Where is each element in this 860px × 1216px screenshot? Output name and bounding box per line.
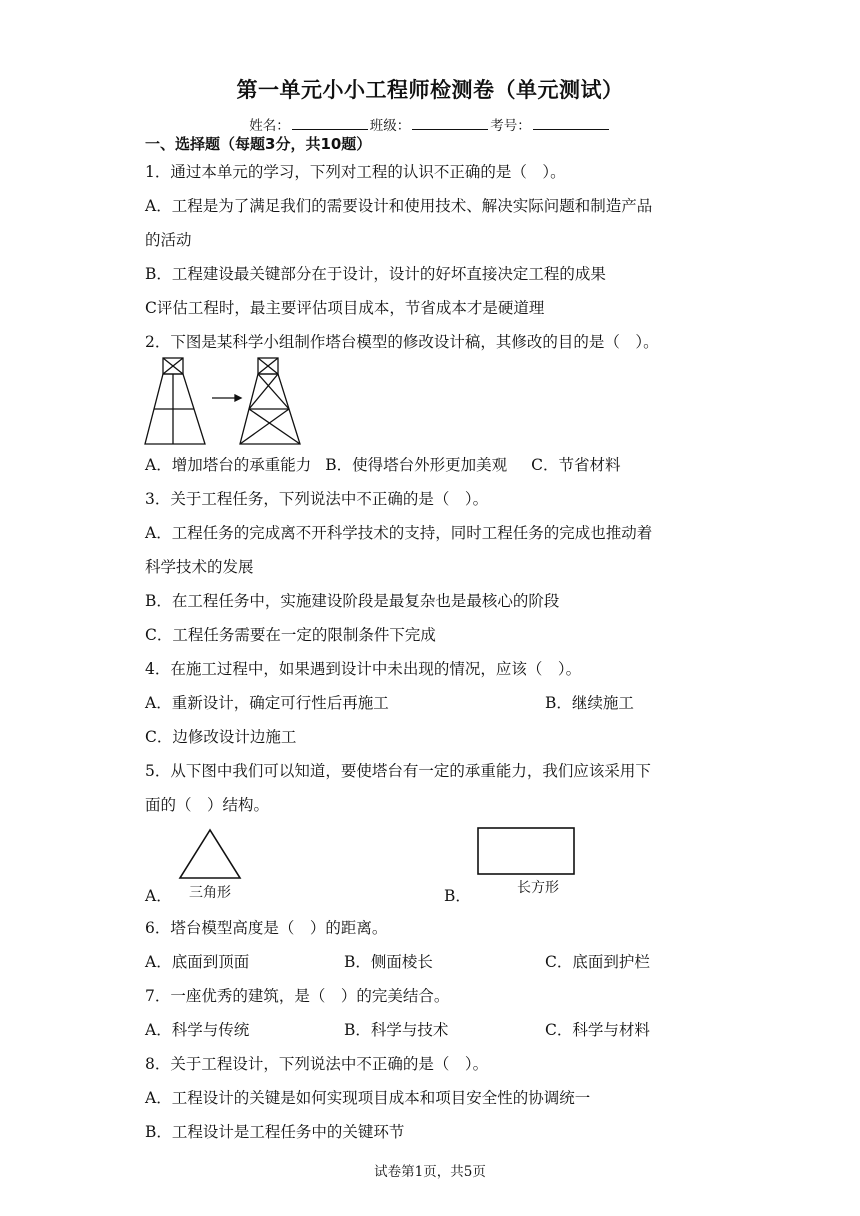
- page-footer: 试卷第1页，共5页: [374, 1164, 486, 1180]
- question-7-stem: 7．一座优秀的建筑，是（ ）的完美结合。: [145, 987, 450, 1005]
- question-5-option-a: A．: [145, 887, 172, 905]
- exam-no-blank[interactable]: [533, 117, 609, 130]
- question-6-option-c: C．底面到护栏: [545, 953, 650, 971]
- question-1-option-c: C评估工程时，最主要评估项目成本，节省成本才是硬道理: [145, 299, 545, 317]
- question-1-option-a-cont: 的活动: [145, 231, 192, 249]
- question-5-stem-line2: 面的（ ）结构。: [145, 796, 270, 814]
- document-title: 第一单元小小工程师检测卷（单元测试）: [236, 78, 624, 102]
- question-5-option-b: B．: [444, 887, 471, 905]
- question-2-stem: 2．下图是某科学小组制作塔台模型的修改设计稿，其修改的目的是（ ）。: [145, 333, 659, 351]
- triangle-label: 三角形: [189, 885, 231, 901]
- question-2-option-b: B．使得塔台外形更加美观: [325, 456, 508, 474]
- student-info-line: [0, 114, 860, 134]
- question-6-option-b: B．侧面棱长: [344, 953, 433, 971]
- name-label: 姓名：: [249, 118, 290, 134]
- triangle-figure: [172, 826, 252, 902]
- question-2-options: [145, 455, 620, 475]
- question-3-stem: 3．关于工程任务，下列说法中不正确的是（ ）。: [145, 490, 489, 508]
- question-7-option-a: A．科学与传统: [145, 1021, 250, 1039]
- question-8-option-a: A．工程设计的关键是如何实现项目成本和项目安全性的协调统一: [145, 1089, 591, 1107]
- question-5-stem-line1: 5．从下图中我们可以知道，要使塔台有一定的承重能力，我们应该采用下: [145, 762, 651, 780]
- question-1-option-a: A．工程是为了满足我们的需要设计和使用技术、解决实际问题和制造产品: [145, 197, 653, 215]
- section-heading: 一、选择题（每题3分，共10题）: [145, 135, 372, 153]
- question-1-option-b: B．工程建设最关键部分在于设计，设计的好坏直接决定工程的成果: [145, 265, 606, 283]
- question-4-stem: 4．在施工过程中，如果遇到设计中未出现的情况，应该（ ）。: [145, 660, 582, 678]
- question-3-option-a-cont: 科学技术的发展: [145, 558, 254, 576]
- question-7-option-c: C．科学与材料: [545, 1021, 650, 1039]
- rectangle-figure: [472, 824, 582, 902]
- question-1-stem: 1．通过本单元的学习，下列对工程的认识不正确的是（ ）。: [145, 163, 566, 181]
- question-7-option-b: B．科学与技术: [344, 1021, 449, 1039]
- name-blank[interactable]: [292, 117, 368, 130]
- question-6-stem: 6．塔台模型高度是（ ）的距离。: [145, 919, 388, 937]
- question-6-option-a: A．底面到顶面: [145, 953, 250, 971]
- class-blank[interactable]: [412, 117, 488, 130]
- question-3-option-a: A．工程任务的完成离不开科学技术的支持，同时工程任务的完成也推动着: [145, 524, 653, 542]
- question-8-option-b: B．工程设计是工程任务中的关键环节: [145, 1123, 405, 1141]
- question-2-option-a: A．增加塔台的承重能力: [145, 456, 312, 474]
- question-4-option-c: C．边修改设计边施工: [145, 728, 297, 746]
- rectangle-label: 长方形: [517, 880, 559, 896]
- question-8-stem: 8．关于工程设计，下列说法中不正确的是（ ）。: [145, 1055, 489, 1073]
- question-3-option-c: C．工程任务需要在一定的限制条件下完成: [145, 626, 436, 644]
- question-4-option-b: B．继续施工: [545, 694, 634, 712]
- tower-redesign-figure: [140, 356, 320, 448]
- question-3-option-b: B．在工程任务中，实施建设阶段是最复杂也是最核心的阶段: [145, 592, 560, 610]
- question-4-option-a: A．重新设计，确定可行性后再施工: [145, 694, 389, 712]
- exam-no-label: 考号：: [490, 118, 531, 134]
- question-2-option-c: C．节省材料: [531, 456, 621, 474]
- class-label: 班级：: [369, 118, 411, 134]
